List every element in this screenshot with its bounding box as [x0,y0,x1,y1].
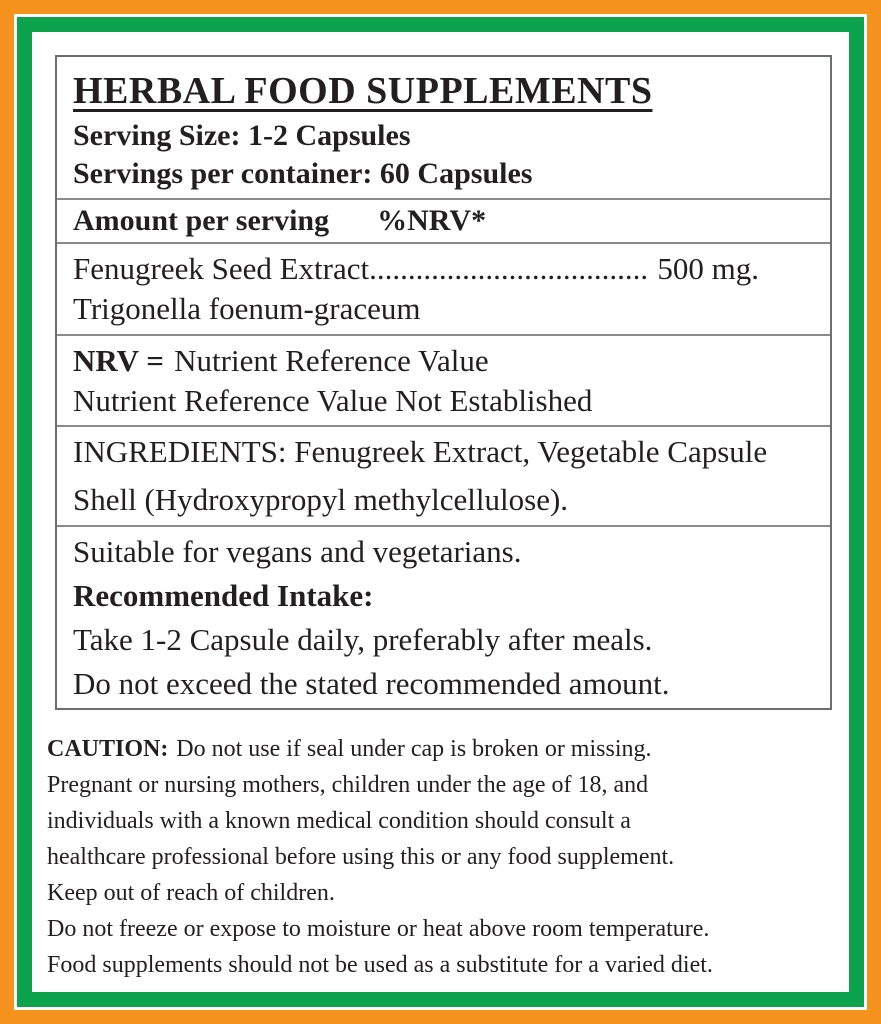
supplement-facts-table [55,55,832,710]
amount-per-serving-label: Amount per serving [73,204,330,237]
ingredient-line [73,249,820,289]
nrv-definition-line [73,341,820,381]
caution-line-1 [47,731,832,767]
ingredients-row [57,425,830,525]
caution-line-3: individuals with a known medical condition should consult a [47,808,631,834]
recommended-intake-heading: Recommended Intake: [73,577,374,613]
white-gap-border [14,14,867,1010]
usage-row [57,525,830,708]
label-title: HERBAL FOOD SUPPLEMENTS [73,70,653,112]
nrv-header: %NRV* [377,204,487,237]
caution-line-4: healthcare professional before using this or any food supplement. [47,844,675,870]
vegan-statement: Suitable for vegans and vegetarians. [73,533,522,569]
servings-per-container: Servings per container: 60 Capsules [73,157,533,190]
dot-leader: .................................... [369,251,649,286]
caution-seal-warning: Do not use if seal under cap is broken or missing. [176,736,652,762]
nrv-definition: Nutrient Reference Value [174,342,489,378]
ingredients-line-1: INGREDIENTS: Fenugreek Extract, Vegetable Capsule [73,434,768,469]
ingredient-botanical-name: Trigonella foenum-graceum [73,291,421,326]
intake-instruction: Take 1-2 Capsule daily, preferably after meals. [73,621,653,657]
ingredients-line-2: Shell (Hydroxypropyl methylcellulose). [73,482,569,517]
nrv-not-established: Nutrient Reference Value Not Established [73,382,593,418]
serving-size: Serving Size: 1-2 Capsules [73,119,411,152]
ingredient-amount: 500 mg. [657,251,760,286]
green-frame-border [17,17,864,1007]
caution-label: CAUTION: [47,736,169,762]
caution-line-5: Keep out of reach of children. [47,880,335,906]
nrv-equals-label: NRV = [73,342,164,378]
label-content [32,32,849,992]
caution-line-6: Do not freeze or expose to moisture or heat above room temperature. [47,916,710,942]
amount-per-serving-header [73,204,820,238]
amount-per-serving-row [57,198,830,242]
nrv-note-row [57,334,830,425]
caution-line-2: Pregnant or nursing mothers, children under the age of 18, and [47,772,649,798]
table-header-row [57,57,830,198]
ingredient-row [57,242,830,334]
caution-line-7: Food supplements should not be used as a substitute for a varied diet. [47,952,713,978]
caution-section [47,731,832,983]
ingredient-name: Fenugreek Seed Extract [73,251,370,286]
intake-warning: Do not exceed the stated recommended amount. [73,665,670,701]
